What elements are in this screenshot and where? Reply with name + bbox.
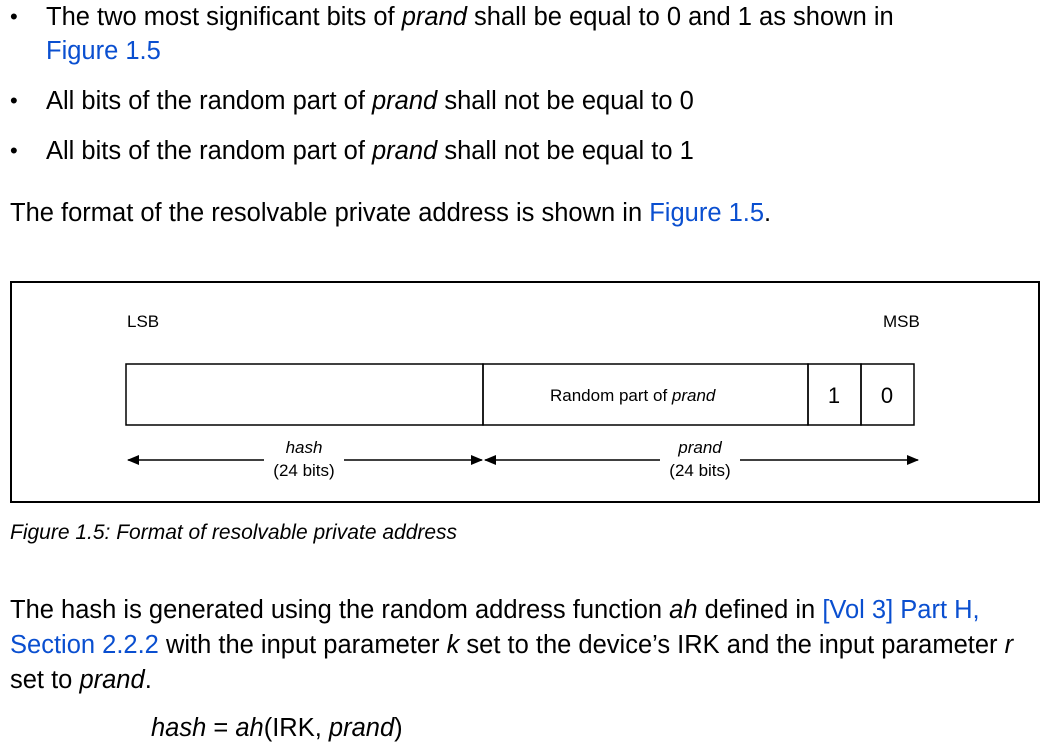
formula-equals: = <box>206 714 236 742</box>
bit-zero-value: 0 <box>880 383 894 408</box>
bullet-term: prand <box>372 87 438 115</box>
msb-label: MSB <box>883 312 920 331</box>
parameter-name: k <box>446 631 460 659</box>
bullet-text: All bits of the random part of <box>46 137 372 165</box>
format-paragraph <box>10 196 771 230</box>
bullet-text: shall not be equal to 1 <box>437 137 694 165</box>
address-format-diagram <box>12 283 1042 505</box>
paragraph-text: The format of the resolvable private address is shown in <box>10 199 650 227</box>
paragraph-period: . <box>144 666 152 694</box>
paragraph-text: set to the device’s IRK and the input parameter <box>459 631 1005 659</box>
figure-link[interactable]: Figure 1.5 <box>46 37 161 65</box>
paragraph-text: defined in <box>697 596 823 624</box>
section-reference-link[interactable]: [Vol 3] Part H, Section 2.2.2 <box>10 596 980 659</box>
bullet-dot: • <box>10 138 18 163</box>
bullet-term: prand <box>372 137 438 165</box>
bullet-text: shall not be equal to 0 <box>437 87 694 115</box>
hash-span-label: hash <box>285 438 323 457</box>
paragraph-period: . <box>764 199 772 227</box>
paragraph-text: with the input parameter <box>158 631 447 659</box>
lsb-label: LSB <box>127 312 160 331</box>
random-part-label: Random part of prand <box>550 386 716 405</box>
figure-link[interactable]: Figure 1.5 <box>649 199 765 227</box>
address-format-figure <box>10 281 1040 503</box>
paragraph-text: set to <box>10 666 80 694</box>
paragraph-text: The hash is generated using the random address function <box>10 596 670 624</box>
prand-span-bits: (24 bits) <box>669 461 731 480</box>
hash-formula <box>151 711 403 745</box>
formula-arg-prand: prand <box>328 714 395 742</box>
formula-function: ah <box>235 714 264 742</box>
bullet-text: shall be equal to 0 and 1 as shown in <box>466 3 894 31</box>
parameter-value: prand <box>79 666 145 694</box>
hash-paragraph <box>10 593 1050 698</box>
figure-caption: Figure 1.5: Format of resolvable private address <box>10 521 458 544</box>
function-name: ah <box>669 596 698 624</box>
bullet-dot: • <box>10 4 18 29</box>
bullet-term: prand <box>401 3 467 31</box>
bullet-text: All bits of the random part of <box>46 87 372 115</box>
formula-lhs: hash <box>151 714 207 742</box>
prand-span-label: prand <box>678 438 722 457</box>
bullet-text: The two most significant bits of <box>46 3 402 31</box>
bullet-dot: • <box>10 88 18 113</box>
bit-one-value: 1 <box>827 383 841 408</box>
formula-args-close: ) <box>394 714 403 742</box>
hash-field-box <box>126 364 483 425</box>
hash-span-bits: (24 bits) <box>273 461 335 480</box>
parameter-name: r <box>1004 631 1014 659</box>
formula-args: (IRK, <box>263 714 329 742</box>
